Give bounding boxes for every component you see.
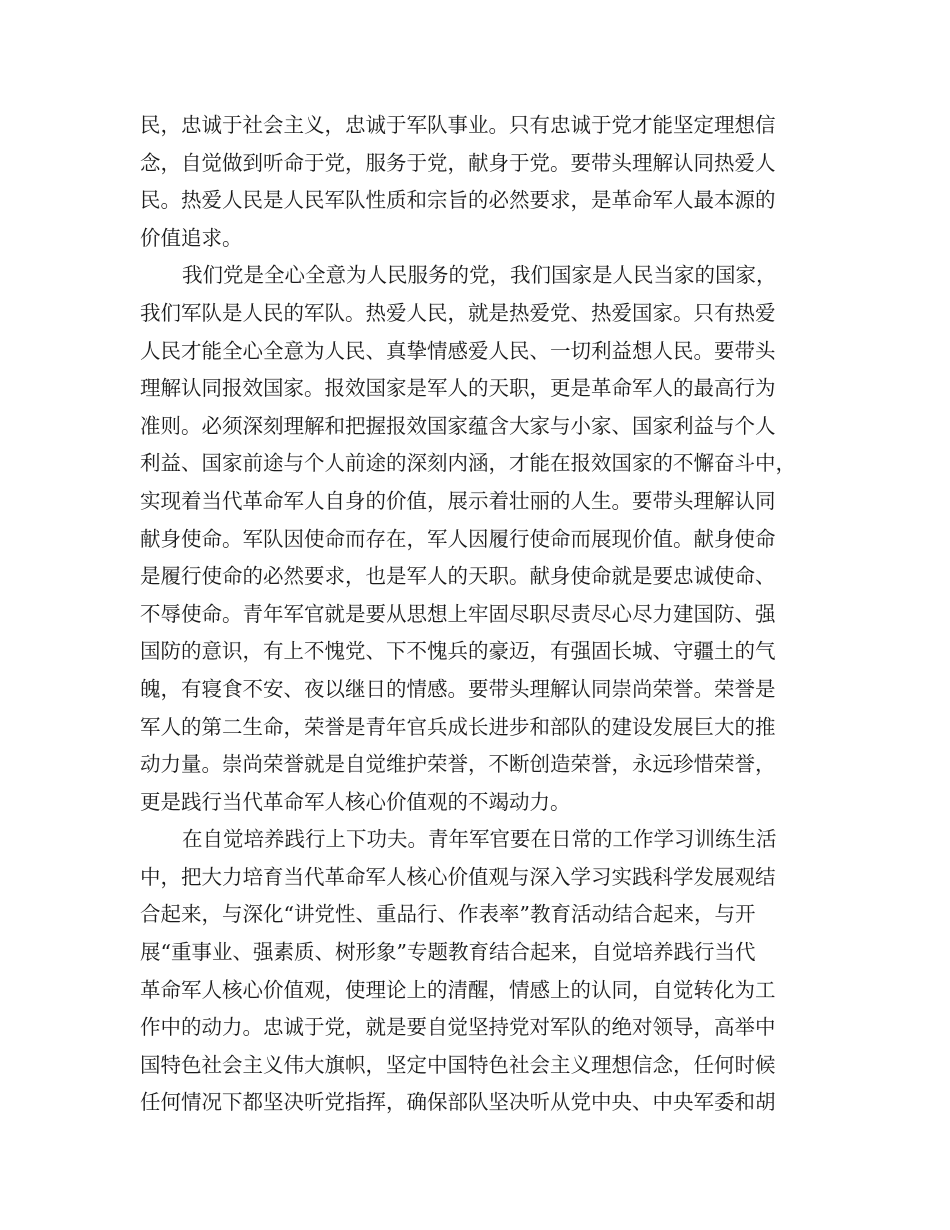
text-line: 民。热爱人民是人民军队性质和宗旨的必然要求，是革命军人最本源的 xyxy=(140,188,776,213)
text-line: 任何情况下都坚决听党指挥，确保部队坚决听从党中央、中央军委和胡 xyxy=(140,1090,776,1115)
text-line: 更是践行当代革命军人核心价值观的不竭动力。 xyxy=(140,789,571,814)
text-line: 动力量。崇尚荣誉就是自觉维护荣誉，不断创造荣誉，永远珍惜荣誉， xyxy=(140,752,776,777)
text-line: 人民才能全心全意为人民、真挚情感爱人民、一切利益想人民。要带头 xyxy=(140,338,776,363)
text-line: 合起来，与深化“讲党性、重品行、作表率”教育活动结合起来，与开 xyxy=(140,902,756,927)
text-line: 价值追求。 xyxy=(140,225,243,250)
text-line: 理解认同报效国家。报效国家是军人的天职，更是革命军人的最高行为 xyxy=(140,376,776,401)
text-line: 利益、国家前途与个人前途的深刻内涵，才能在报效国家的不懈奋斗中， xyxy=(140,451,796,476)
text-line: 不辱使命。青年军官就是要从思想上牢固尽职尽责尽心尽力建国防、强 xyxy=(140,601,776,626)
paragraph-1 xyxy=(140,107,830,257)
text-line: 我们党是全心全意为人民服务的党，我们国家是人民当家的国家， xyxy=(182,263,777,288)
text-line: 准则。必须深刻理解和把握报效国家蕴含大家与小家、国家利益与个人 xyxy=(140,413,776,438)
document-page xyxy=(140,107,830,1122)
text-line: 作中的动力。忠诚于党，就是要自觉坚持党对军队的绝对领导，高举中 xyxy=(140,1015,776,1040)
paragraph-2 xyxy=(140,257,830,821)
text-line: 军人的第二生命，荣誉是青年官兵成长进步和部队的建设发展巨大的推 xyxy=(140,714,776,739)
text-line: 中，把大力培育当代革命军人核心价值观与深入学习实践科学发展观结 xyxy=(140,864,776,889)
text-line: 我们军队是人民的军队。热爱人民，就是热爱党、热爱国家。只有热爱 xyxy=(140,300,776,325)
paragraph-3 xyxy=(140,821,830,1122)
text-line: 献身使命。军队因使命而存在，军人因履行使命而展现价值。献身使命 xyxy=(140,526,776,551)
text-line: 实现着当代革命军人自身的价值，展示着壮丽的人生。要带头理解认同 xyxy=(140,488,776,513)
text-line: 在自觉培养践行上下功夫。青年军官要在日常的工作学习训练生活 xyxy=(182,827,777,852)
text-line: 念，自觉做到听命于党，服务于党，献身于党。要带头理解认同热爱人 xyxy=(140,150,776,175)
text-line: 魄，有寝食不安、夜以继日的情感。要带头理解认同崇尚荣誉。荣誉是 xyxy=(140,676,776,701)
text-line: 国防的意识，有上不愧党、下不愧兵的豪迈，有强固长城、守疆土的气 xyxy=(140,639,776,664)
text-line: 展“重事业、强素质、树形象”专题教育结合起来，自觉培养践行当代 xyxy=(140,940,756,965)
text-line: 革命军人核心价值观，使理论上的清醒，情感上的认同，自觉转化为工 xyxy=(140,977,776,1002)
text-line: 是履行使命的必然要求，也是军人的天职。献身使命就是要忠诚使命、 xyxy=(140,564,776,589)
text-line: 国特色社会主义伟大旗帜，坚定中国特色社会主义理想信念，任何时候 xyxy=(140,1052,776,1077)
text-line: 民，忠诚于社会主义，忠诚于军队事业。只有忠诚于党才能坚定理想信 xyxy=(140,113,776,137)
